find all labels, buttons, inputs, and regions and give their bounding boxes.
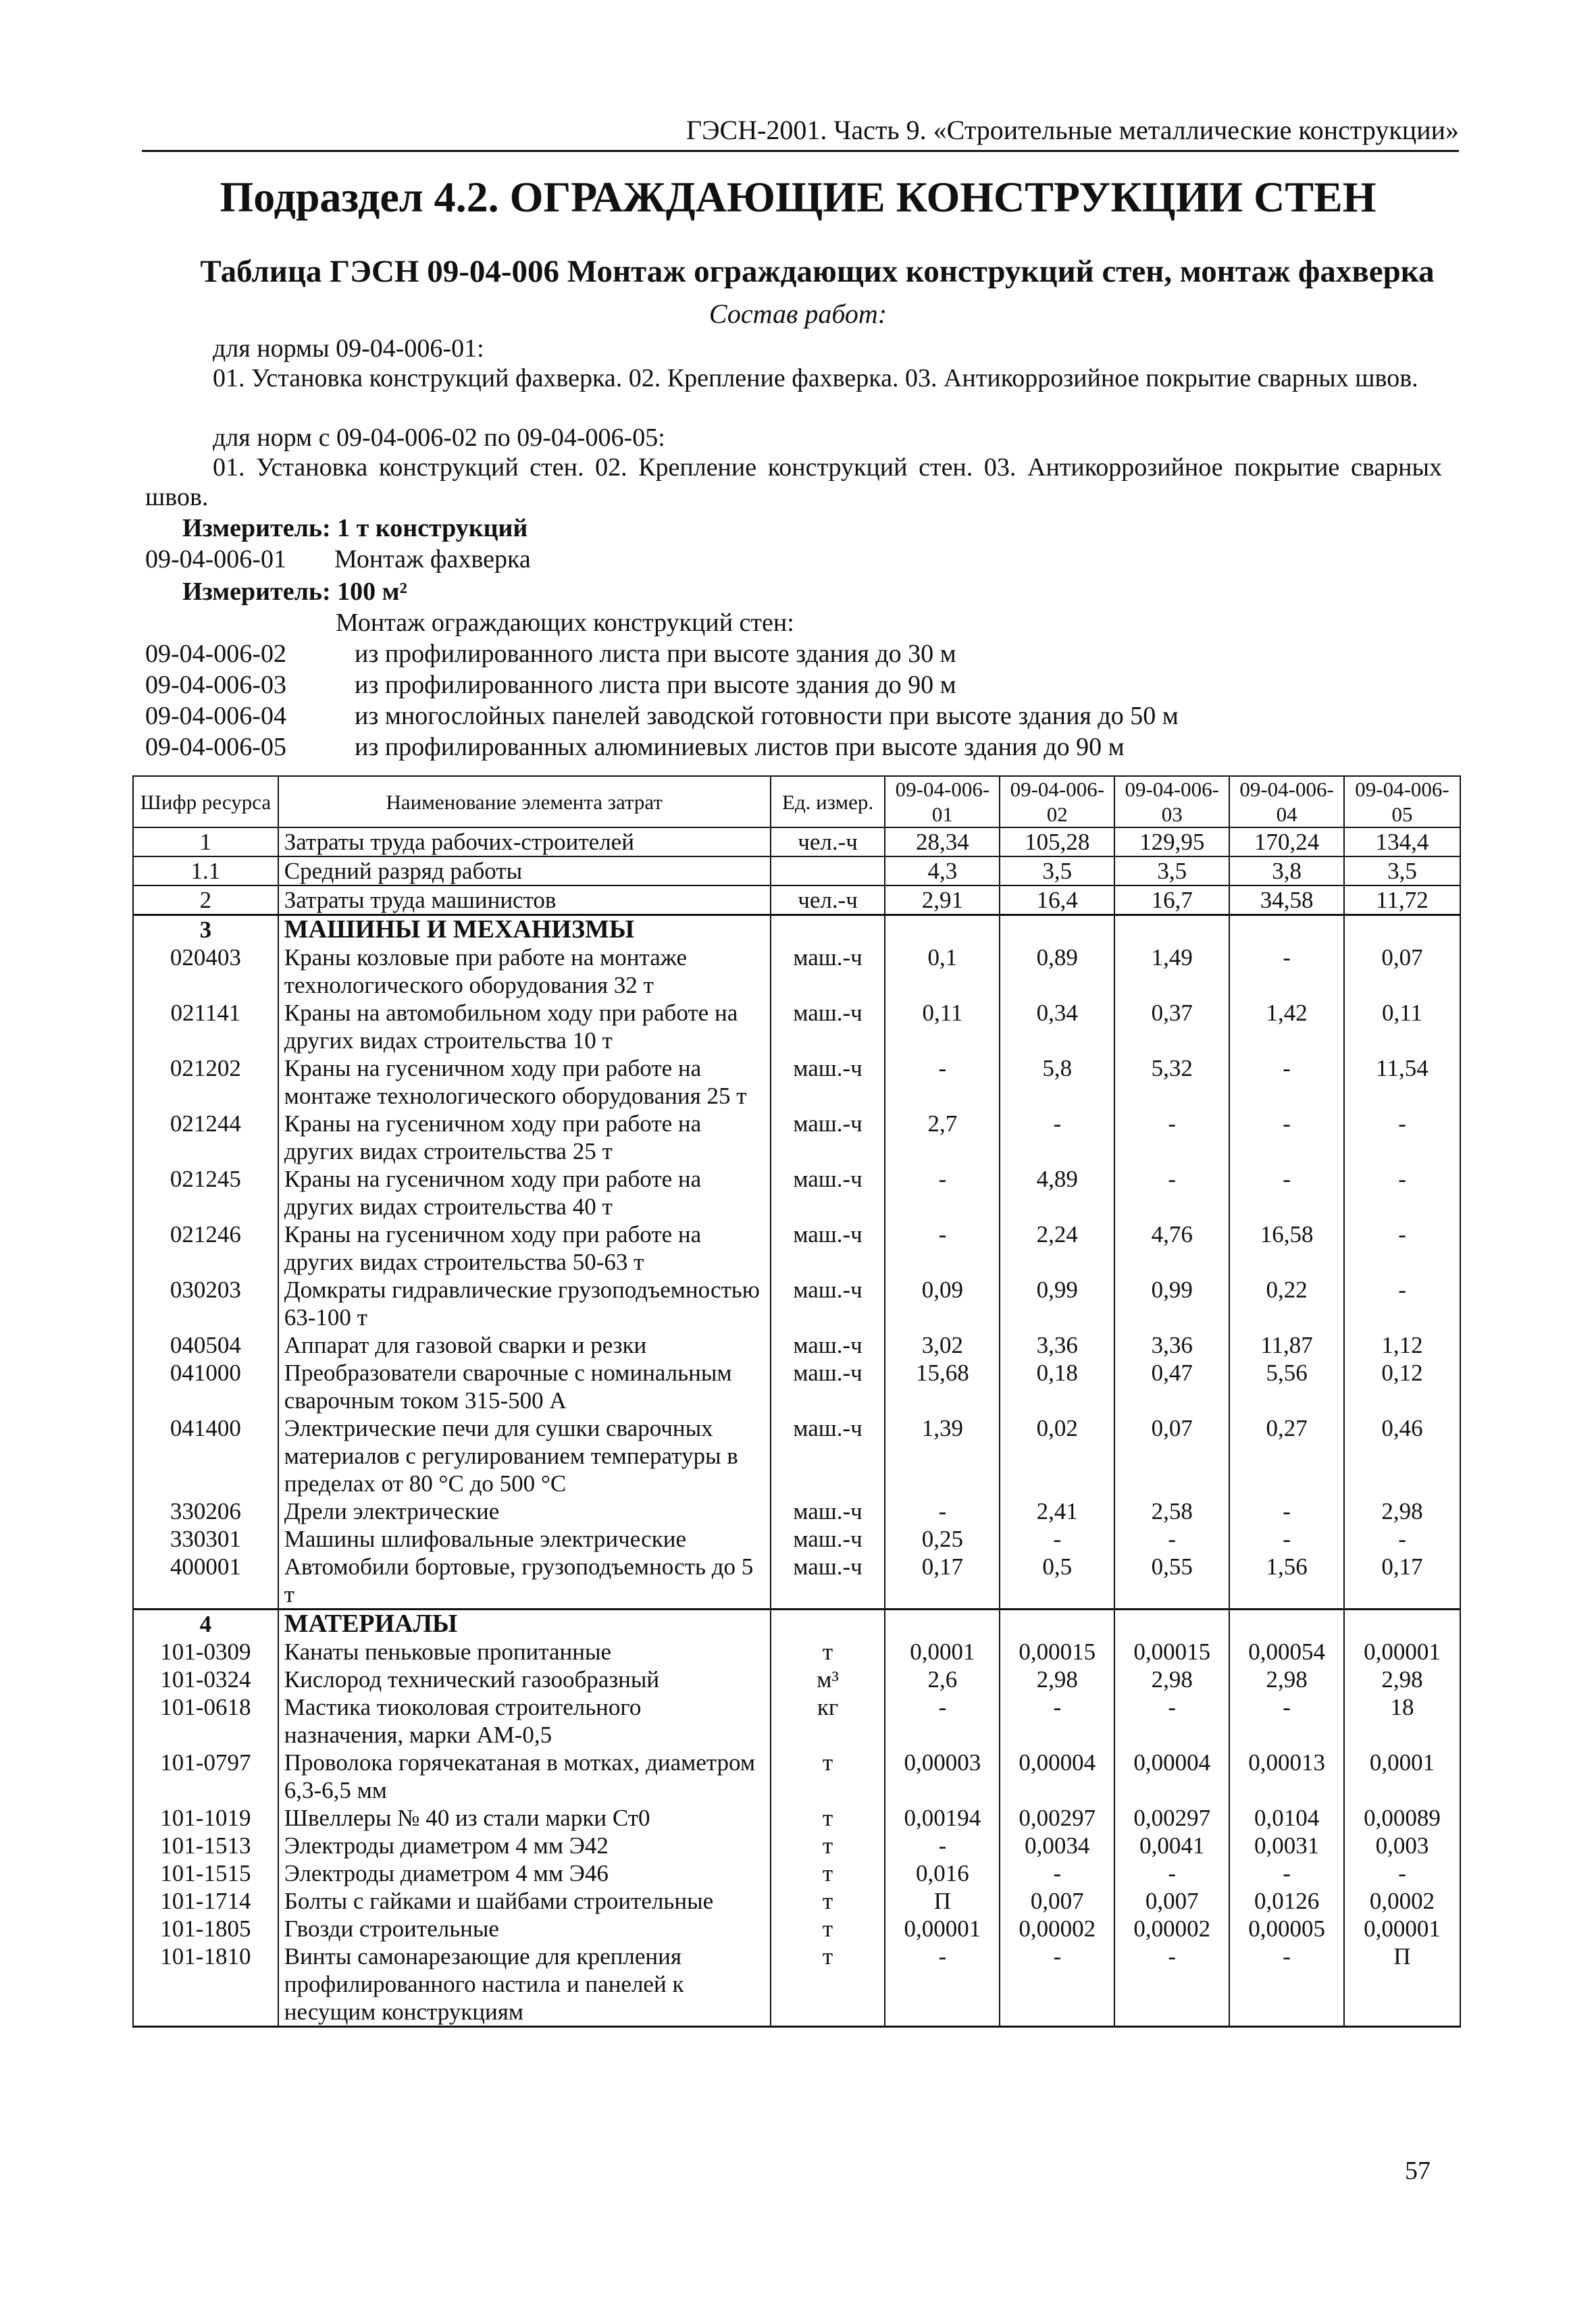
resource-name-cell: Преобразователи сварочные с номинальным сварочным током 315-500 А (278, 1359, 771, 1414)
value-cell-norm-03: 3,36 (1114, 1331, 1229, 1359)
section-row (133, 1610, 1460, 1639)
resource-code-cell: 101-1513 (133, 1832, 278, 1859)
unit-cell: т (771, 1832, 885, 1859)
value-cell-norm-05: 0,07 (1344, 944, 1460, 999)
meter-1: Измеритель: 1 т конструкций (182, 514, 528, 542)
value-cell-norm-01: 28,34 (885, 827, 1000, 856)
header-norm-03: 09-04-006-03 (1114, 776, 1229, 827)
norm-code: 09-04-006-02 (145, 640, 286, 668)
value-cell-norm-02: 0,34 (1000, 999, 1114, 1054)
value-cell-norm-02: 16,4 (1000, 885, 1114, 915)
norm-row (145, 639, 956, 669)
value-cell-norm-04: 0,0126 (1229, 1887, 1344, 1915)
value-cell-norm-03: 0,55 (1114, 1553, 1229, 1610)
table-row (133, 885, 1460, 915)
empty-cell (885, 915, 1000, 944)
table-row (133, 1832, 1460, 1859)
value-cell-norm-03: 0,99 (1114, 1276, 1229, 1331)
value-cell-norm-04: 170,24 (1229, 827, 1344, 856)
table-row (133, 1414, 1460, 1497)
value-cell-norm-05: 0,00001 (1344, 1915, 1460, 1943)
norm1-text: 01. Установка конструкций фахверка. 02. Крепление фахверка. 03. Антикоррозийное покрытие сварных швов. (213, 364, 1418, 392)
value-cell-norm-03: - (1114, 1693, 1229, 1749)
page-number: 57 (1405, 2157, 1431, 2185)
resource-name-cell: Краны козловые при работе на монтаже технологического оборудования 32 т (278, 944, 771, 999)
value-cell-norm-02: - (1000, 1859, 1114, 1887)
resource-code-cell: 330206 (133, 1497, 278, 1525)
value-cell-norm-03: - (1114, 1859, 1229, 1887)
unit-cell: т (771, 1859, 885, 1887)
unit-cell (771, 856, 885, 885)
value-cell-norm-01: 0,09 (885, 1276, 1000, 1331)
value-cell-norm-03: - (1114, 1165, 1229, 1220)
value-cell-norm-02: 5,8 (1000, 1054, 1114, 1110)
unit-cell: маш.-ч (771, 1110, 885, 1165)
value-cell-norm-04: - (1229, 1110, 1344, 1165)
unit-cell: т (771, 1638, 885, 1666)
empty-cell (1344, 1610, 1460, 1639)
value-cell-norm-03: 1,49 (1114, 944, 1229, 999)
value-cell-norm-02: 4,89 (1000, 1165, 1114, 1220)
value-cell-norm-02: 0,89 (1000, 944, 1114, 999)
table-row (133, 1693, 1460, 1749)
value-cell-norm-01: 2,6 (885, 1666, 1000, 1693)
value-cell-norm-04: 1,42 (1229, 999, 1344, 1054)
value-cell-norm-02: - (1000, 1110, 1114, 1165)
value-cell-norm-03: 3,5 (1114, 856, 1229, 885)
resource-code-cell: 101-0618 (133, 1693, 278, 1749)
resource-table (132, 775, 1461, 2028)
value-cell-norm-03: 0,0041 (1114, 1832, 1229, 1859)
value-cell-norm-05: 0,12 (1344, 1359, 1460, 1414)
value-cell-norm-04: 0,0104 (1229, 1804, 1344, 1832)
value-cell-norm-05: 0,46 (1344, 1414, 1460, 1497)
unit-cell: маш.-ч (771, 1165, 885, 1220)
value-cell-norm-04: - (1229, 1497, 1344, 1525)
value-cell-norm-01: 0,25 (885, 1525, 1000, 1553)
value-cell-norm-05: 18 (1344, 1693, 1460, 1749)
empty-cell (771, 1610, 885, 1639)
unit-cell: маш.-ч (771, 1553, 885, 1610)
resource-name-cell: Проволока горячекатаная в мотках, диаметром 6,3-6,5 мм (278, 1749, 771, 1804)
value-cell-norm-03: 0,37 (1114, 999, 1229, 1054)
resource-name-cell: Средний разряд работы (278, 856, 771, 885)
unit-cell: т (771, 1804, 885, 1832)
empty-cell (1344, 915, 1460, 944)
resource-code-cell: 1 (133, 827, 278, 856)
value-cell-norm-02: 105,28 (1000, 827, 1114, 856)
resource-name-cell: Затраты труда рабочих-строителей (278, 827, 771, 856)
norm2-text: 01. Установка конструкций стен. 02. Крепление конструкций стен. 03. Антикоррозийное покрытие сварных швов. (145, 453, 1442, 511)
resource-code-cell: 101-1810 (133, 1943, 278, 2027)
unit-cell: чел.-ч (771, 885, 885, 915)
value-cell-norm-04: 0,00013 (1229, 1749, 1344, 1804)
value-cell-norm-01: 0,00003 (885, 1749, 1000, 1804)
value-cell-norm-03: 0,47 (1114, 1359, 1229, 1414)
value-cell-norm-05: - (1344, 1525, 1460, 1553)
unit-cell: маш.-ч (771, 1359, 885, 1414)
value-cell-norm-01: 0,17 (885, 1553, 1000, 1610)
resource-code-cell: 021244 (133, 1110, 278, 1165)
resource-name-cell: Краны на гусеничном ходу при работе на других видах строительства 50-63 т (278, 1220, 771, 1276)
table-row (133, 1276, 1460, 1331)
section-code-cell: 3 (133, 915, 278, 944)
value-cell-norm-04: 1,56 (1229, 1553, 1344, 1610)
header-norm-04: 09-04-006-04 (1229, 776, 1344, 827)
norm-row-01 (145, 544, 531, 574)
resource-name-cell: Электроды диаметром 4 мм Э46 (278, 1859, 771, 1887)
resource-name-cell: Краны на гусеничном ходу при работе на других видах строительства 25 т (278, 1110, 771, 1165)
unit-cell: кг (771, 1693, 885, 1749)
resource-name-cell: Болты с гайками и шайбами строительные (278, 1887, 771, 1915)
norm-row (145, 701, 1179, 731)
value-cell-norm-01: 0,00194 (885, 1804, 1000, 1832)
resource-name-cell: Дрели электрические (278, 1497, 771, 1525)
resource-code-cell: 020403 (133, 944, 278, 999)
resource-code-cell: 330301 (133, 1525, 278, 1553)
resource-code-cell: 021245 (133, 1165, 278, 1220)
value-cell-norm-05: 0,00089 (1344, 1804, 1460, 1832)
norm-name: из профилированных алюминиевых листов при высоте здания до 90 м (355, 733, 1125, 761)
header-code: Шифр ресурса (133, 776, 278, 827)
table-header-row (133, 776, 1460, 827)
value-cell-norm-04: 0,0031 (1229, 1832, 1344, 1859)
unit-cell: т (771, 1943, 885, 2027)
value-cell-norm-04: - (1229, 1943, 1344, 2027)
value-cell-norm-05: - (1344, 1859, 1460, 1887)
resource-name-cell: Машины шлифовальные электрические (278, 1525, 771, 1553)
empty-cell (1000, 915, 1114, 944)
value-cell-norm-01: - (885, 1832, 1000, 1859)
value-cell-norm-02: - (1000, 1525, 1114, 1553)
header-name: Наименование элемента затрат (278, 776, 771, 827)
resource-code-cell: 030203 (133, 1276, 278, 1331)
value-cell-norm-03: 0,00297 (1114, 1804, 1229, 1832)
value-cell-norm-01: - (885, 1165, 1000, 1220)
value-cell-norm-05: 0,11 (1344, 999, 1460, 1054)
resource-name-cell: Краны на автомобильном ходу при работе на других видах строительства 10 т (278, 999, 771, 1054)
value-cell-norm-01: 0,00001 (885, 1915, 1000, 1943)
value-cell-norm-02: 0,0034 (1000, 1832, 1114, 1859)
resource-code-cell: 101-1019 (133, 1804, 278, 1832)
value-cell-norm-02: 2,98 (1000, 1666, 1114, 1693)
unit-cell: маш.-ч (771, 1276, 885, 1331)
unit-cell: м³ (771, 1666, 885, 1693)
empty-cell (1229, 1610, 1344, 1639)
resource-name-cell: Краны на гусеничном ходу при работе на других видах строительства 40 т (278, 1165, 771, 1220)
unit-cell: маш.-ч (771, 999, 885, 1054)
group-heading: Монтаж ограждающих конструкций стен: (336, 609, 794, 637)
resource-code-cell: 021202 (133, 1054, 278, 1110)
value-cell-norm-05: 0,0001 (1344, 1749, 1460, 1804)
table-row (133, 1110, 1460, 1165)
norm-code: 09-04-006-05 (145, 733, 286, 761)
value-cell-norm-02: 0,18 (1000, 1359, 1114, 1414)
norm-code: 09-04-006-01 (145, 545, 286, 573)
resource-code-cell: 400001 (133, 1553, 278, 1610)
resource-code-cell: 101-1805 (133, 1915, 278, 1943)
value-cell-norm-02: 0,007 (1000, 1887, 1114, 1915)
value-cell-norm-04: 0,27 (1229, 1414, 1344, 1497)
running-header: ГЭСН-2001. Часть 9. «Строительные металлические конструкции» (686, 115, 1459, 145)
value-cell-norm-04: - (1229, 1693, 1344, 1749)
value-cell-norm-05: 11,54 (1344, 1054, 1460, 1110)
resource-code-cell: 101-0324 (133, 1666, 278, 1693)
value-cell-norm-01: 4,3 (885, 856, 1000, 885)
value-cell-norm-04: 5,56 (1229, 1359, 1344, 1414)
value-cell-norm-05: - (1344, 1276, 1460, 1331)
resource-code-cell: 2 (133, 885, 278, 915)
table-row (133, 1165, 1460, 1220)
value-cell-norm-03: 0,07 (1114, 1414, 1229, 1497)
header-unit: Ед. измер. (771, 776, 885, 827)
value-cell-norm-02: 2,24 (1000, 1220, 1114, 1276)
value-cell-norm-03: - (1114, 1943, 1229, 2027)
resource-code-cell: 040504 (133, 1331, 278, 1359)
value-cell-norm-03: 4,76 (1114, 1220, 1229, 1276)
resource-name-cell: Швеллеры № 40 из стали марки Ст0 (278, 1804, 771, 1832)
unit-cell: маш.-ч (771, 1497, 885, 1525)
value-cell-norm-04: - (1229, 944, 1344, 999)
section-row (133, 915, 1460, 944)
value-cell-norm-01: 1,39 (885, 1414, 1000, 1497)
value-cell-norm-01: 0,1 (885, 944, 1000, 999)
table-row (133, 1804, 1460, 1832)
header-norm-05: 09-04-006-05 (1344, 776, 1460, 827)
value-cell-norm-02: 0,99 (1000, 1276, 1114, 1331)
value-cell-norm-05: 2,98 (1344, 1666, 1460, 1693)
norm-name: из профилированного листа при высоте здания до 30 м (355, 640, 956, 668)
header-norm-02: 09-04-006-02 (1000, 776, 1114, 827)
resource-name-cell: Автомобили бортовые, грузоподъемность до 5 т (278, 1553, 771, 1610)
value-cell-norm-03: 0,00015 (1114, 1638, 1229, 1666)
composition-heading: Состав работ: (709, 299, 887, 329)
resource-name-cell: Аппарат для газовой сварки и резки (278, 1331, 771, 1359)
value-cell-norm-05: 1,12 (1344, 1331, 1460, 1359)
value-cell-norm-02: 0,00002 (1000, 1915, 1114, 1943)
resource-name-cell: Мастика тиоколовая строительного назначения, марки АМ-0,5 (278, 1693, 771, 1749)
value-cell-norm-02: 2,41 (1000, 1497, 1114, 1525)
value-cell-norm-02: - (1000, 1693, 1114, 1749)
empty-cell (1000, 1610, 1114, 1639)
value-cell-norm-01: - (885, 1497, 1000, 1525)
value-cell-norm-03: 0,00002 (1114, 1915, 1229, 1943)
resource-name-cell: Домкраты гидравлические грузоподъемностью 63-100 т (278, 1276, 771, 1331)
resource-name-cell: Кислород технический газообразный (278, 1666, 771, 1693)
table-row (133, 1887, 1460, 1915)
value-cell-norm-01: - (885, 1693, 1000, 1749)
table-row (133, 827, 1460, 856)
value-cell-norm-01: 2,7 (885, 1110, 1000, 1165)
unit-cell: маш.-ч (771, 1220, 885, 1276)
table-row (133, 856, 1460, 885)
norm2-label: для норм с 09-04-006-02 по 09-04-006-05: (213, 423, 665, 452)
norm-row (145, 732, 1125, 762)
unit-cell: маш.-ч (771, 1331, 885, 1359)
value-cell-norm-04: 0,22 (1229, 1276, 1344, 1331)
resource-code-cell: 101-0797 (133, 1749, 278, 1804)
value-cell-norm-02: - (1000, 1943, 1114, 2027)
value-cell-norm-03: 5,32 (1114, 1054, 1229, 1110)
table-row (133, 1859, 1460, 1887)
value-cell-norm-04: 3,8 (1229, 856, 1344, 885)
value-cell-norm-04: 0,00005 (1229, 1915, 1344, 1943)
value-cell-norm-04: - (1229, 1525, 1344, 1553)
value-cell-norm-05: 3,5 (1344, 856, 1460, 885)
resource-name-cell: Краны на гусеничном ходу при работе на монтаже технологического оборудования 25 т (278, 1054, 771, 1110)
unit-cell: маш.-ч (771, 944, 885, 999)
value-cell-norm-04: 16,58 (1229, 1220, 1344, 1276)
resource-name-cell: Канаты пеньковые пропитанные (278, 1638, 771, 1666)
value-cell-norm-01: 2,91 (885, 885, 1000, 915)
empty-cell (1114, 1610, 1229, 1639)
resource-name-cell: Винты самонарезающие для крепления профилированного настила и панелей к несущим конструкциям (278, 1943, 771, 2027)
norm-name: из профилированного листа при высоте здания до 90 м (355, 671, 956, 699)
value-cell-norm-05: - (1344, 1165, 1460, 1220)
resource-name-cell: Электрические печи для сушки сварочных материалов с регулированием температуры в пределах от 80 °С до 500 °С (278, 1414, 771, 1497)
value-cell-norm-03: 129,95 (1114, 827, 1229, 856)
value-cell-norm-03: 0,00004 (1114, 1749, 1229, 1804)
norm-row (145, 670, 956, 700)
value-cell-norm-05: 0,003 (1344, 1832, 1460, 1859)
resource-code-cell: 101-0309 (133, 1638, 278, 1666)
resource-name-cell: Затраты труда машинистов (278, 885, 771, 915)
value-cell-norm-03: 2,58 (1114, 1497, 1229, 1525)
value-cell-norm-02: 0,5 (1000, 1553, 1114, 1610)
table-body (133, 827, 1460, 2027)
empty-cell (1114, 915, 1229, 944)
table-row (133, 1497, 1460, 1525)
value-cell-norm-02: 3,5 (1000, 856, 1114, 885)
unit-cell: т (771, 1915, 885, 1943)
meter-2: Измеритель: 100 м² (182, 577, 407, 606)
value-cell-norm-05: 0,0002 (1344, 1887, 1460, 1915)
empty-cell (1229, 915, 1344, 944)
value-cell-norm-03: 2,98 (1114, 1666, 1229, 1693)
table-row (133, 1525, 1460, 1553)
table-row (133, 1638, 1460, 1666)
resource-code-cell: 101-1515 (133, 1859, 278, 1887)
resource-code-cell: 041400 (133, 1414, 278, 1497)
value-cell-norm-01: - (885, 1220, 1000, 1276)
resource-name-cell: Электроды диаметром 4 мм Э42 (278, 1832, 771, 1859)
value-cell-norm-01: П (885, 1887, 1000, 1915)
value-cell-norm-02: 3,36 (1000, 1331, 1114, 1359)
table-row (133, 999, 1460, 1054)
table-row (133, 1220, 1460, 1276)
value-cell-norm-05: 134,4 (1344, 827, 1460, 856)
value-cell-norm-03: 16,7 (1114, 885, 1229, 915)
value-cell-norm-05: - (1344, 1220, 1460, 1276)
table-row (133, 1943, 1460, 2027)
unit-cell: маш.-ч (771, 1414, 885, 1497)
value-cell-norm-04: - (1229, 1054, 1344, 1110)
value-cell-norm-05: - (1344, 1110, 1460, 1165)
empty-cell (771, 915, 885, 944)
value-cell-norm-03: 0,007 (1114, 1887, 1229, 1915)
value-cell-norm-05: 0,17 (1344, 1553, 1460, 1610)
value-cell-norm-03: - (1114, 1525, 1229, 1553)
value-cell-norm-02: 0,00004 (1000, 1749, 1114, 1804)
resource-code-cell: 041000 (133, 1359, 278, 1414)
resource-name-cell: Гвозди строительные (278, 1915, 771, 1943)
value-cell-norm-02: 0,00015 (1000, 1638, 1114, 1666)
table-title: Таблица ГЭСН 09-04-006 Монтаж ограждающих конструкций стен, монтаж фахверка (200, 254, 1435, 289)
table-row (133, 1749, 1460, 1804)
value-cell-norm-02: 0,00297 (1000, 1804, 1114, 1832)
section-name-cell: МАШИНЫ И МЕХАНИЗМЫ (278, 915, 771, 944)
norm-name: Монтаж фахверка (334, 545, 531, 573)
norm-code: 09-04-006-04 (145, 702, 286, 730)
value-cell-norm-04: - (1229, 1165, 1344, 1220)
norm-name: из многослойных панелей заводской готовности при высоте здания до 50 м (355, 702, 1179, 730)
norm-code: 09-04-006-03 (145, 671, 286, 699)
resource-code-cell: 021246 (133, 1220, 278, 1276)
value-cell-norm-01: 3,02 (885, 1331, 1000, 1359)
unit-cell: чел.-ч (771, 827, 885, 856)
table-row (133, 1359, 1460, 1414)
table-row (133, 1915, 1460, 1943)
resource-code-cell: 1.1 (133, 856, 278, 885)
section-code-cell: 4 (133, 1610, 278, 1639)
unit-cell: маш.-ч (771, 1054, 885, 1110)
value-cell-norm-04: 11,87 (1229, 1331, 1344, 1359)
section-name-cell: МАТЕРИАЛЫ (278, 1610, 771, 1639)
table-row (133, 1666, 1460, 1693)
header-rule (142, 150, 1459, 152)
resource-code-cell: 101-1714 (133, 1887, 278, 1915)
header-norm-01: 09-04-006-01 (885, 776, 1000, 827)
value-cell-norm-05: 0,00001 (1344, 1638, 1460, 1666)
unit-cell: т (771, 1887, 885, 1915)
table-row (133, 1553, 1460, 1610)
value-cell-norm-02: 0,02 (1000, 1414, 1114, 1497)
value-cell-norm-05: П (1344, 1943, 1460, 2027)
value-cell-norm-01: 15,68 (885, 1359, 1000, 1414)
value-cell-norm-03: - (1114, 1110, 1229, 1165)
value-cell-norm-05: 2,98 (1344, 1497, 1460, 1525)
value-cell-norm-01: - (885, 1943, 1000, 2027)
value-cell-norm-01: 0,0001 (885, 1638, 1000, 1666)
value-cell-norm-04: 34,58 (1229, 885, 1344, 915)
value-cell-norm-04: 2,98 (1229, 1666, 1344, 1693)
section-title: Подраздел 4.2. ОГРАЖДАЮЩИЕ КОНСТРУКЦИИ СТЕН (220, 173, 1376, 221)
unit-cell: т (771, 1749, 885, 1804)
table-row (133, 1331, 1460, 1359)
value-cell-norm-01: - (885, 1054, 1000, 1110)
value-cell-norm-04: 0,00054 (1229, 1638, 1344, 1666)
unit-cell: маш.-ч (771, 1525, 885, 1553)
table-row (133, 1054, 1460, 1110)
value-cell-norm-01: 0,016 (885, 1859, 1000, 1887)
norm1-label: для нормы 09-04-006-01: (213, 334, 484, 363)
resource-code-cell: 021141 (133, 999, 278, 1054)
table-row (133, 944, 1460, 999)
value-cell-norm-05: 11,72 (1344, 885, 1460, 915)
value-cell-norm-04: - (1229, 1859, 1344, 1887)
empty-cell (885, 1610, 1000, 1639)
value-cell-norm-01: 0,11 (885, 999, 1000, 1054)
